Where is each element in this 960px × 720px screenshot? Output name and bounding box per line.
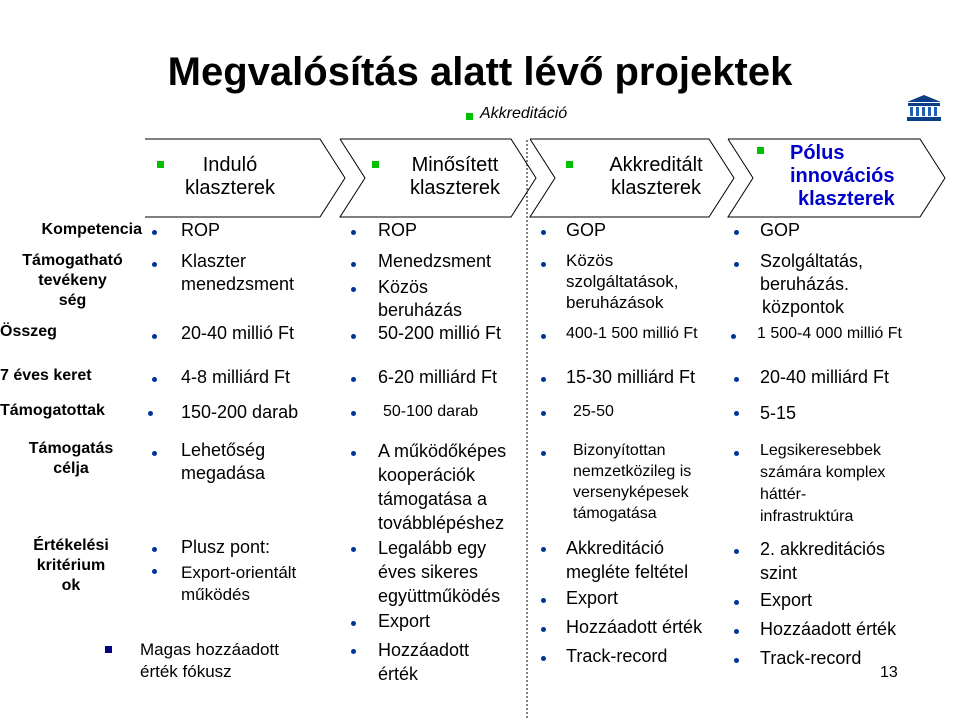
cell: ROP [378, 220, 418, 240]
cell: 400-1 500 millió Ft [566, 325, 698, 342]
page-number: 13 [880, 664, 898, 681]
cell: Magas hozzáadott érték fókusz [140, 640, 279, 681]
cell: Export [378, 611, 431, 631]
bullet-icon [351, 377, 356, 382]
bullet-icon [351, 451, 356, 456]
row-label-tamogatottak: Támogatottak [0, 402, 105, 419]
bullet-icon [152, 569, 157, 574]
cell: GOP [566, 220, 607, 240]
bullet-icon [734, 658, 739, 663]
cell: Menedzsment [378, 251, 492, 271]
cell: Plusz pont: [181, 537, 271, 557]
bullet-icon [541, 598, 546, 603]
bullet-icon [734, 262, 739, 267]
bullet-icon [351, 230, 356, 235]
cell: ROP [181, 220, 221, 240]
cell: Bizonyítottan nemzetközileg is versenyképesek támogatása [573, 442, 692, 522]
building-icon [905, 94, 943, 122]
cell: 20-40 millió Ft [181, 323, 295, 343]
bullet-icon [152, 547, 157, 552]
bullet-icon [148, 411, 153, 416]
bullet-icon [541, 377, 546, 382]
column-header-indulo: Induló klaszterek [184, 154, 276, 199]
bullet-icon [541, 656, 546, 661]
bullet-icon [734, 451, 739, 456]
cell: 2. akkreditációs szint [760, 539, 886, 583]
bullet-icon [734, 411, 739, 416]
cell: Track-record [760, 648, 862, 668]
row-label-cel: Támogatás célja [28, 440, 114, 477]
cell: Szolgáltatás, beruházás. központok [760, 251, 864, 317]
bullet-icon [541, 230, 546, 235]
bullet-icon [152, 230, 157, 235]
cell: GOP [760, 220, 801, 240]
cell: Legsikeresebbek számára komplex háttér- infrastruktúra [760, 442, 886, 525]
bullet-icon [157, 161, 164, 168]
column-header-polus: Pólus innovációs klaszterek [790, 142, 895, 210]
bullet-icon [734, 230, 739, 235]
dotted-divider [525, 140, 529, 720]
cell: 6-20 milliárd Ft [378, 367, 498, 387]
cell: 15-30 milliárd Ft [566, 367, 696, 387]
column-header-minositett: Minősített klaszterek [409, 154, 501, 199]
bullet-icon [466, 113, 473, 120]
cell: 50-200 millió Ft [378, 323, 502, 343]
bullet-icon [351, 334, 356, 339]
cell: Track-record [566, 646, 668, 666]
cell: 5-15 [760, 403, 797, 423]
bullet-icon [734, 629, 739, 634]
bullet-icon [566, 161, 573, 168]
bullet-icon [541, 451, 546, 456]
cell: A működőképes kooperációk támogatása a továbblépéshez [378, 441, 507, 533]
cell: 50-100 darab [383, 403, 479, 420]
top-label: Akkreditáció [480, 105, 568, 122]
bullet-icon [734, 600, 739, 605]
cell: Export-orientált működés [181, 563, 297, 604]
cell: Közös beruházás [378, 277, 463, 320]
bullet-icon [734, 377, 739, 382]
bullet-icon [351, 411, 356, 416]
bullet-icon [351, 547, 356, 552]
row-label-osszeg: Összeg [0, 323, 57, 340]
cell: 20-40 milliárd Ft [760, 367, 890, 387]
cell: Hozzáadott érték [760, 619, 897, 639]
bullet-icon [541, 547, 546, 552]
cell: 25-50 [573, 403, 614, 420]
bullet-icon [152, 334, 157, 339]
cell: 150-200 darab [181, 402, 299, 422]
bullet-icon [757, 147, 764, 154]
cell: Hozzáadott érték [566, 617, 703, 637]
bullet-icon [351, 287, 356, 292]
cell: Akkreditáció megléte feltétel [566, 538, 689, 582]
bullet-icon [152, 377, 157, 382]
bullet-icon [541, 334, 546, 339]
row-label-ertekeles: Értékelési kritérium ok [33, 537, 109, 594]
cell: Export [760, 590, 813, 610]
cell: 1 500-4 000 millió Ft [757, 325, 902, 342]
cell: Közös szolgáltatások, beruházások [566, 251, 679, 312]
bullet-icon [152, 262, 157, 267]
bullet-icon [372, 161, 379, 168]
bullet-icon [541, 627, 546, 632]
cell: Hozzáadott érték [378, 640, 470, 684]
bullet-icon [541, 262, 546, 267]
bullet-icon [105, 646, 112, 653]
cell: 4-8 milliárd Ft [181, 367, 291, 387]
bullet-icon [351, 649, 356, 654]
page-title: Megvalósítás alatt lévő projektek [167, 50, 793, 94]
bullet-icon [351, 621, 356, 626]
column-header-akkreditalt: Akkreditált klaszterek [609, 154, 703, 199]
bullet-icon [731, 334, 736, 339]
cell: Legalább egy éves sikeres együttműködés [378, 538, 501, 606]
row-label-tevekenyseg: Támogatható tevékeny ség [22, 252, 123, 309]
bullet-icon [541, 411, 546, 416]
row-label-kompetencia: Kompetencia [41, 221, 142, 238]
cell: Klaszter menedzsment [181, 251, 295, 294]
bullet-icon [152, 451, 157, 456]
cell: Export [566, 588, 619, 608]
cell: Lehetőség megadása [181, 440, 266, 483]
bullet-icon [734, 549, 739, 554]
bullet-icon [351, 262, 356, 267]
row-label-keret: 7 éves keret [0, 367, 92, 384]
